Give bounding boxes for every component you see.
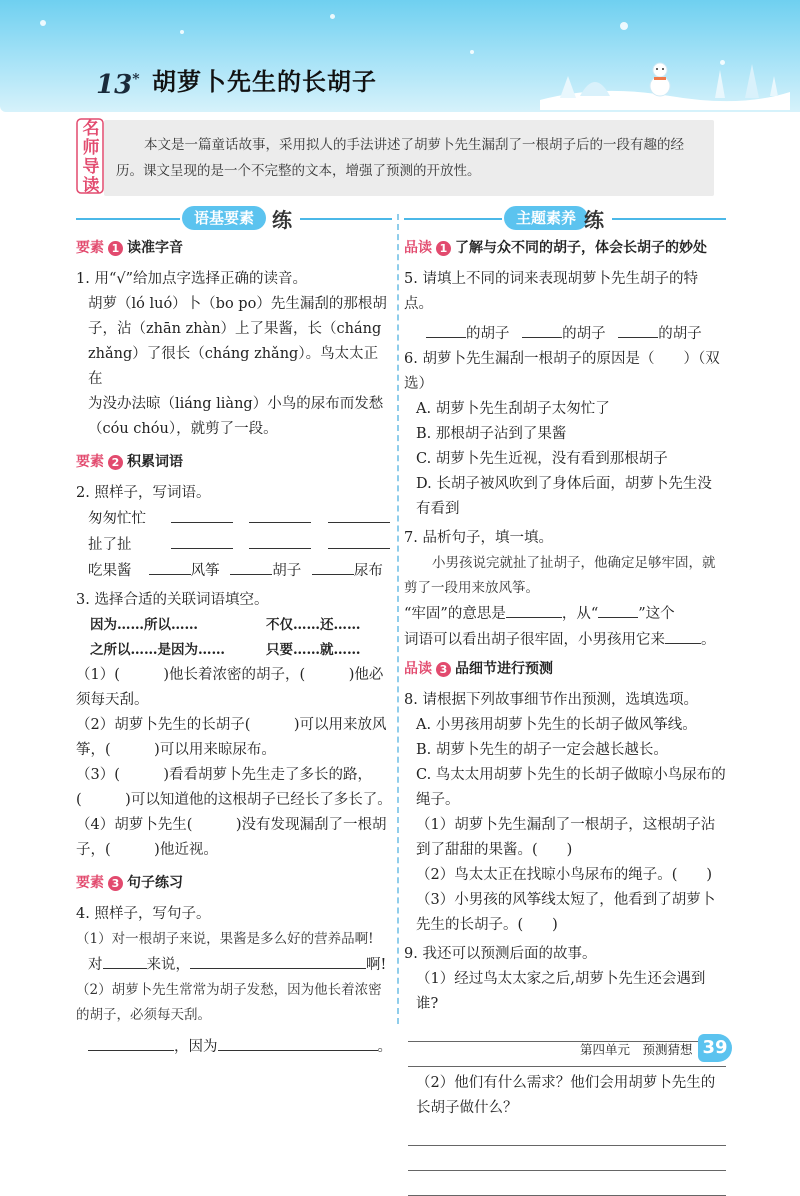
reading-tag-1: 品读 1 了解与众不同的胡子，体会长胡子的妙处 [404, 240, 707, 256]
snowflake [620, 22, 628, 30]
question-8-option: B. 胡萝卜先生的胡子一定会越长越长。 [416, 742, 668, 758]
intro-tag [76, 118, 106, 196]
lesson-title: 胡萝卜先生的长胡子 [152, 67, 377, 96]
left-section-suffix: 练 [272, 208, 292, 232]
question-1-line: 胡萝（ló luó）卜（bo po）先生漏刮的那根胡 [88, 296, 387, 312]
question-8-stem: 8. 请根据下列故事细节作出预测，选填选项。 [404, 692, 698, 708]
right-section-header [404, 206, 726, 232]
question-6-option: D. 长胡子被风吹到了身体后面，胡萝卜先生没有看到 [416, 476, 712, 517]
answer-blank[interactable] [230, 558, 272, 575]
header-rule [612, 218, 726, 220]
question-2-row: 匆匆忙忙 [76, 506, 392, 532]
answer-blank[interactable] [312, 558, 354, 575]
answer-blank[interactable] [598, 601, 638, 618]
column-divider [397, 214, 399, 1024]
question-3-item: （2）胡萝卜先生的长胡子( )可以用来放风筝，( )可以用来晾尿布。 [76, 717, 387, 758]
question-1-line: 为没办法晾（liáng liàng）小鸟的尿布而发愁 [88, 396, 384, 412]
answer-blank[interactable] [328, 506, 390, 523]
option: 因为……所以…… [90, 617, 198, 633]
element-tag-1: 要素 1 读准字音 [76, 240, 183, 256]
question-4-stem: 4. 照样子，写句子。 [76, 906, 211, 922]
answer-blank[interactable] [103, 952, 147, 969]
option: 只要……就…… [266, 642, 361, 658]
option: 不仅……还…… [266, 617, 361, 633]
page-number: 39 [698, 1034, 732, 1062]
left-section-header [76, 206, 392, 232]
question-8-item: （1）胡萝卜先生漏刮了一根胡子，这根胡子沾到了甜甜的果酱。( ) [416, 817, 716, 858]
question-2-row: 吃果酱 风筝 胡子 尿布 [76, 558, 392, 584]
element-tag-2: 要素 2 积累词语 [76, 454, 183, 470]
answer-blank[interactable] [171, 532, 233, 549]
question-8-item: （2）鸟太太正在找晾小鸟尿布的绳子。( ) [416, 867, 713, 883]
question-7-quote: 小男孩说完就扯了扯胡子，他确定足够牢固，就剪了一段用来放风筝。 [404, 555, 716, 596]
intro-tag-label: 名师导读 [82, 119, 100, 196]
question-3-item: （3）( )看看胡萝卜先生走了多长的路，( )可以知道他的这根胡子已经长了多长了。 [76, 767, 392, 808]
question-5-stem: 5. 请填上不同的词来表现胡萝卜先生胡子的特点。 [404, 271, 698, 312]
question-4-fill: 对 来说， 啊! [76, 952, 392, 978]
option: 之所以……是因为…… [90, 642, 225, 658]
question-6-option: C. 胡萝卜先生近视，没有看到那根胡子 [416, 451, 668, 467]
reading-tag-3: 品读 3 品细节进行预测 [404, 661, 553, 677]
answer-blank[interactable] [506, 601, 562, 618]
question-3-item: （4）胡萝卜先生( )没有发现漏刮了一根胡子，( )他近视。 [76, 817, 387, 858]
question-2-row: 扯了扯 [76, 532, 392, 558]
lesson-header [0, 0, 800, 112]
question-4-fill: ，因为 。 [76, 1034, 392, 1060]
intro-box [104, 120, 714, 196]
snowman-scene-icon [540, 40, 790, 110]
header-rule [300, 218, 392, 220]
question-6-stem: 6. 胡萝卜先生漏刮一根胡子的原因是（ ）（双选） [404, 351, 720, 392]
right-section-title: 主题素养 [504, 206, 588, 230]
element-tag-3: 要素 3 句子练习 [76, 875, 183, 891]
answer-blank[interactable] [171, 506, 233, 523]
question-1-stem: 1. 用“√”给加点字选择正确的读音。 [76, 271, 308, 287]
question-3-item: （1）( )他长着浓密的胡子，( )他必须每天刮。 [76, 667, 384, 708]
question-9-stem: 9. 我还可以预测后面的故事。 [404, 946, 597, 962]
answer-blank[interactable] [149, 558, 191, 575]
question-7-stem: 7. 品析句子，填一填。 [404, 530, 553, 546]
question-3-options [76, 613, 392, 663]
left-section-title: 语基要素 [182, 206, 266, 230]
answer-blank[interactable] [426, 321, 466, 338]
question-4-example: （2）胡萝卜先生常常为胡子发愁，因为他长着浓密的胡子，必须每天刮。 [76, 982, 382, 1023]
answer-blank[interactable] [328, 532, 390, 549]
answer-line[interactable] [408, 1171, 726, 1196]
question-9-item: （2）他们有什么需求？他们会用胡萝卜先生的长胡子做什么？ [416, 1075, 716, 1116]
answer-blank[interactable] [88, 1034, 174, 1051]
answer-blank[interactable] [190, 952, 366, 969]
snowflake [180, 30, 184, 34]
question-8-option: C. 鸟太太用胡萝卜先生的长胡子做晾小鸟尿布的绳子。 [416, 767, 726, 808]
question-5-blanks: 的胡子 的胡子 的胡子 [404, 321, 726, 347]
header-rule [76, 218, 180, 220]
question-6-option: A. 胡萝卜先生刮胡子太匆忙了 [416, 401, 610, 417]
right-section-suffix: 练 [584, 208, 604, 232]
question-1-line: 子，沾（zhān zhàn）上了果酱，长（cháng [88, 321, 382, 337]
question-3-stem: 3. 选择合适的关联词语填空。 [76, 592, 269, 608]
answer-line[interactable] [408, 1121, 726, 1146]
page-footer [580, 1036, 740, 1060]
answer-line[interactable] [408, 1146, 726, 1171]
question-8-option: A. 小男孩用胡萝卜先生的长胡子做风筝线。 [416, 717, 697, 733]
snowflake [330, 14, 335, 19]
answer-blank[interactable] [665, 627, 701, 644]
answer-blank[interactable] [249, 506, 311, 523]
question-6-option: B. 那根胡子沾到了果酱 [416, 426, 567, 442]
intro-text: 本文是一篇童话故事，采用拟人的手法讲述了胡萝卜先生漏刮了一根胡子后的一段有趣的经历。课文呈现的是一个不完整的文本，增强了预测的开放性。 [116, 137, 684, 179]
question-9-item: （1）经过鸟太太家之后,胡萝卜先生还会遇到谁? [416, 971, 706, 1012]
question-2-stem: 2. 照样子，写词语。 [76, 485, 211, 501]
question-1-line: zhǎng）了很长（cháng zhǎng）。鸟太太正在 [88, 346, 379, 387]
answer-blank[interactable] [522, 321, 562, 338]
question-1-line: （cóu chóu），就剪了一段。 [88, 421, 278, 437]
unit-label: 第四单元 预测猜想 [580, 1042, 693, 1057]
header-rule [404, 218, 502, 220]
left-column [76, 232, 392, 1060]
question-4-example: （1）对一根胡子来说，果酱是多么好的营养品啊! [76, 931, 374, 947]
answer-blank[interactable] [618, 321, 658, 338]
question-7-fill: “牢固”的意思是 ，从“ ”这个 [404, 601, 726, 627]
answer-blank[interactable] [218, 1034, 378, 1051]
question-8-item: （3）小男孩的风筝线太短了，他看到了胡萝卜先生的长胡子。( ) [416, 892, 716, 933]
answer-blank[interactable] [249, 532, 311, 549]
question-7-fill: 词语可以看出胡子很牢固，小男孩用它来 。 [404, 627, 726, 653]
snowflake [470, 50, 474, 54]
lesson-number: 13* [96, 70, 140, 100]
snowflake [40, 20, 46, 26]
